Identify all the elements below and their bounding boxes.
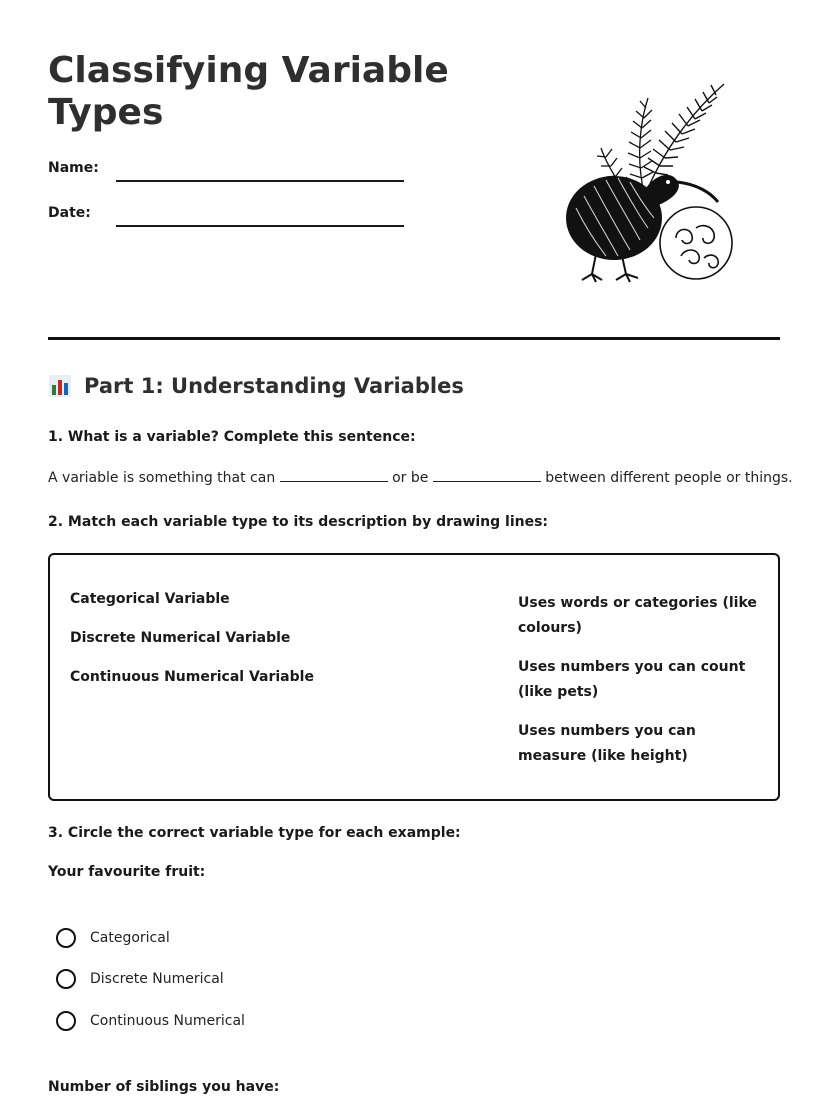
radio-circle[interactable] bbox=[56, 928, 76, 948]
variable-types-column bbox=[70, 591, 370, 708]
question-3-prompt: 3. Circle the correct variable type for each example: bbox=[48, 825, 461, 841]
example-1-label: Your favourite fruit: bbox=[48, 864, 206, 880]
date-label: Date: bbox=[48, 205, 91, 221]
variable-type-item[interactable]: Continuous Numerical Variable bbox=[70, 669, 314, 685]
option-label: Discrete Numerical bbox=[90, 971, 224, 987]
example-2-label: Number of siblings you have: bbox=[48, 1079, 280, 1095]
part1-title: Part 1: Understanding Variables bbox=[84, 374, 464, 398]
description-item[interactable]: Uses words or categories (like colours) bbox=[518, 595, 757, 636]
bar-chart-icon bbox=[48, 374, 72, 398]
sentence-part-1: A variable is something that can bbox=[48, 470, 276, 486]
kiwi-bird-illustration bbox=[556, 78, 742, 288]
worksheet-title: Classifying Variable Types bbox=[48, 50, 449, 133]
blank-2[interactable] bbox=[433, 469, 541, 482]
variable-type-item[interactable]: Categorical Variable bbox=[70, 591, 230, 607]
name-line[interactable] bbox=[116, 180, 404, 182]
question-1-prompt: 1. What is a variable? Complete this sentence: bbox=[48, 429, 416, 445]
option-label: Categorical bbox=[90, 930, 170, 946]
description-item[interactable]: Uses numbers you can measure (like height) bbox=[518, 723, 696, 764]
sentence-part-3: between different people or things. bbox=[545, 470, 793, 486]
blank-1[interactable] bbox=[280, 469, 388, 482]
date-line[interactable] bbox=[116, 225, 404, 227]
option-continuous-numerical[interactable] bbox=[56, 1011, 245, 1031]
variable-type-item[interactable]: Discrete Numerical Variable bbox=[70, 630, 291, 646]
option-label: Continuous Numerical bbox=[90, 1013, 245, 1029]
question-2-prompt: 2. Match each variable type to its description by drawing lines: bbox=[48, 514, 549, 530]
descriptions-column bbox=[518, 591, 758, 783]
matching-box bbox=[48, 553, 780, 801]
radio-circle[interactable] bbox=[56, 969, 76, 989]
option-categorical[interactable] bbox=[56, 928, 170, 948]
name-label: Name: bbox=[48, 160, 99, 176]
part1-heading bbox=[48, 374, 464, 398]
radio-circle[interactable] bbox=[56, 1011, 76, 1031]
sentence-part-2: or be bbox=[392, 470, 429, 486]
question-1-sentence bbox=[48, 469, 793, 486]
option-discrete-numerical[interactable] bbox=[56, 969, 224, 989]
description-item[interactable]: Uses numbers you can count (like pets) bbox=[518, 659, 746, 700]
section-divider bbox=[48, 337, 780, 340]
